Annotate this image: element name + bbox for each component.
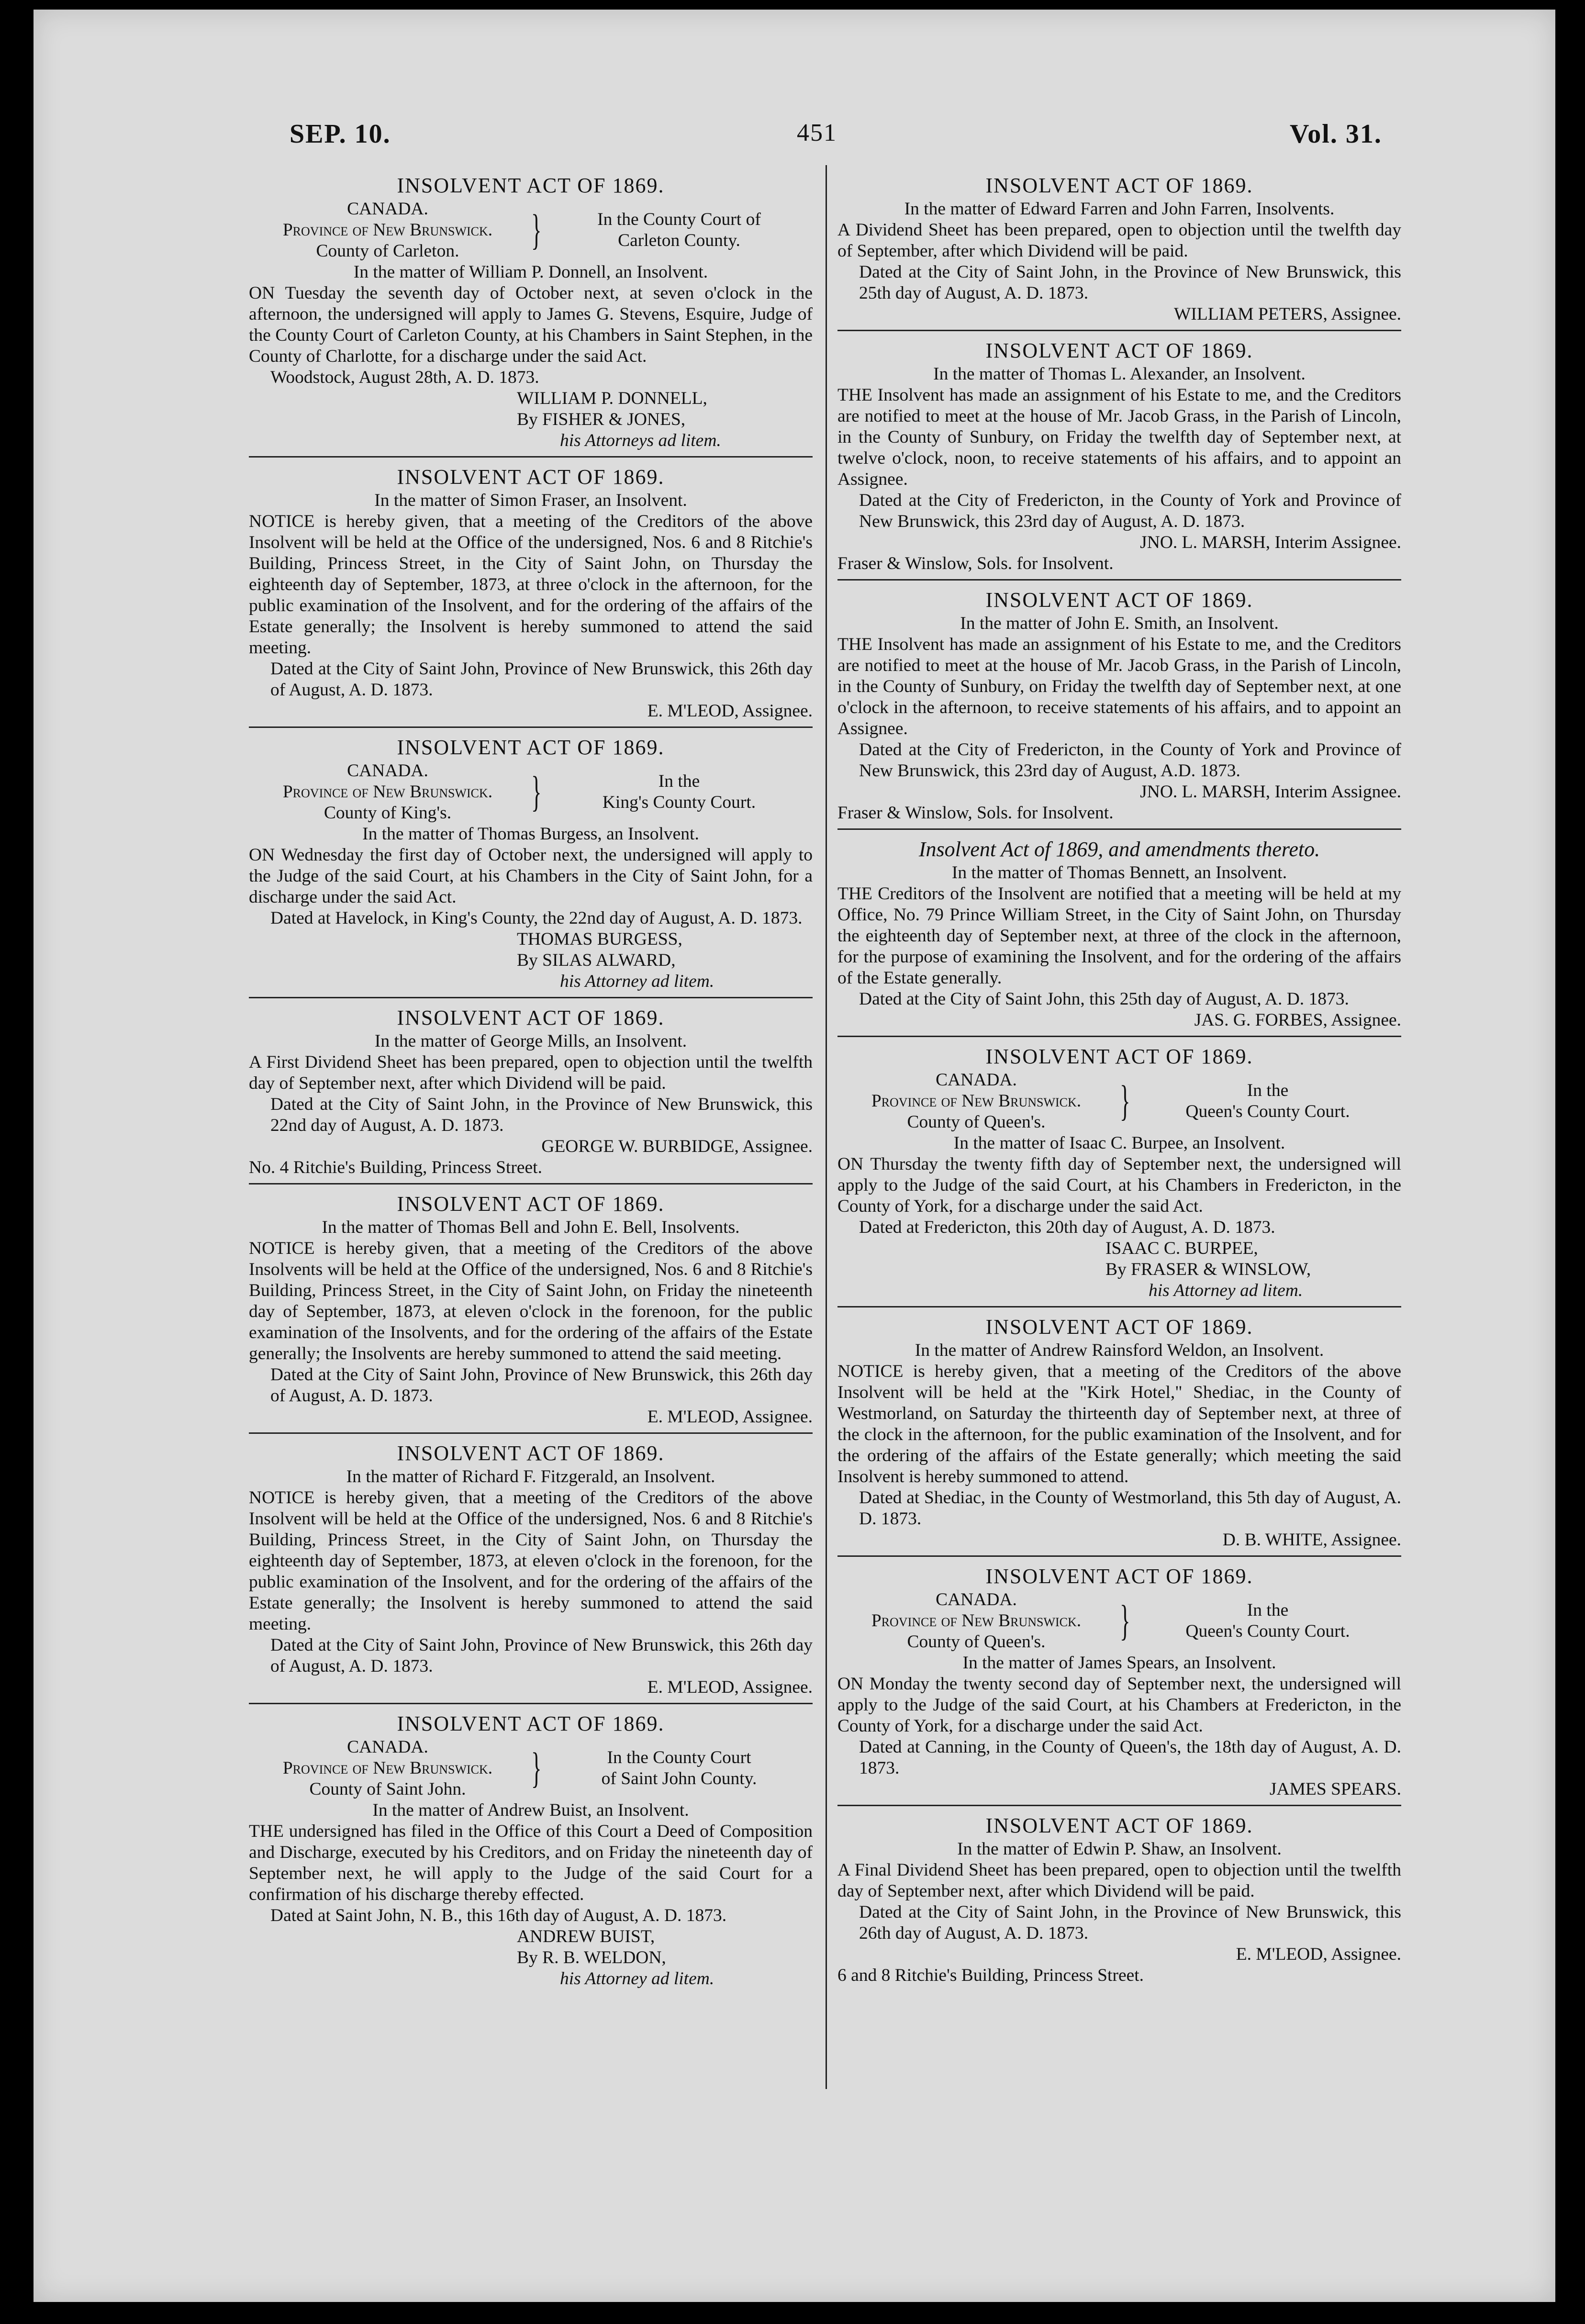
left-column [249, 170, 813, 1998]
matter-line: In the matter of Thomas Bennett, an Insolvent. [951, 863, 1287, 883]
county-label: County of Queen's. [907, 1632, 1046, 1652]
issue-date: SEP. 10. [290, 119, 391, 149]
notice-body: A First Dividend Sheet has been prepared, open to objection until the twelfth day of September next, after which Dividend will be paid. [249, 1052, 813, 1093]
matter-line: In the matter of Richard F. Fitzgerald, an Insolvent. [346, 1467, 715, 1486]
assignee: JNO. L. MARSH, Interim Assignee. [1140, 782, 1401, 802]
court-heading [249, 199, 813, 262]
notice-block [837, 834, 1401, 1037]
brace-glyph: } [1120, 1077, 1130, 1125]
province-block [249, 760, 526, 824]
assignee: E. M'LEOD, Assignee. [1236, 1944, 1401, 1964]
court-block [1134, 1080, 1401, 1122]
court-heading [249, 1737, 813, 1800]
page-number: 451 [797, 119, 837, 146]
assignee: E. M'LEOD, Assignee. [647, 1407, 813, 1427]
canada-label: CANADA. [936, 1070, 1017, 1090]
attorney: By FISHER & JONES, [517, 410, 686, 429]
court-line-2: of Saint John County. [601, 1769, 757, 1788]
court-block [546, 771, 813, 813]
court-block [546, 1747, 813, 1789]
court-block [1134, 1600, 1401, 1642]
signatory: ANDREW BUIST, [517, 1927, 655, 1946]
notice-title: INSOLVENT ACT OF 1869. [985, 1045, 1253, 1068]
notice-block [249, 1708, 813, 1994]
county-label: County of Saint John. [309, 1779, 466, 1799]
assignee: D. B. WHITE, Assignee. [1222, 1530, 1401, 1550]
matter-line: In the matter of Andrew Rainsford Weldon, an Insolvent. [915, 1341, 1324, 1360]
assignee: GEORGE W. BURBIDGE, Assignee. [541, 1137, 813, 1156]
county-label: County of King's. [324, 803, 452, 823]
assignee: JAS. G. FORBES, Assignee. [1194, 1010, 1401, 1030]
notice-block [837, 1810, 1401, 1991]
notice-title: INSOLVENT ACT OF 1869. [985, 588, 1253, 612]
court-line-1: In the [1247, 1081, 1289, 1100]
assignee: JNO. L. MARSH, Interim Assignee. [1140, 533, 1401, 552]
notice-block [249, 1438, 813, 1704]
brace-glyph: } [1120, 1597, 1130, 1644]
notice-block [837, 1561, 1401, 1806]
court-block [546, 209, 813, 251]
matter-line: In the matter of Thomas Bell and John E. Bell, Insolvents. [322, 1218, 740, 1237]
dated-line: Dated at Canning, in the County of Queen's, the 18th day of August, A. D. 1873. [859, 1737, 1401, 1778]
notice-title: INSOLVENT ACT OF 1869. [397, 1712, 665, 1735]
right-column [837, 170, 1401, 1995]
court-line-1: In the [658, 771, 700, 791]
address-line: Fraser & Winslow, Sols. for Insolvent. [837, 554, 1114, 573]
notice-body: ON Thursday the twenty fifth day of September next, the undersigned will apply to the Judge of the said Court, at his Chambers in Fredericton, in the County of York, for a discharge under the said Act. [837, 1154, 1401, 1216]
notice-body: A Dividend Sheet has been prepared, open to objection until the twelfth day of September, after which Dividend will be paid. [837, 220, 1401, 261]
province-label: Province of New Brunswick. [871, 1611, 1082, 1631]
notice-block [249, 732, 813, 998]
notice-body: NOTICE is hereby given, that a meeting of the Creditors of the above Insolvent will be held at the "Kirk Hotel," Shediac, in the County of Westmorland, on Saturday the thirteenth day of September next, at three of the clock in the afternoon, for the public examination of the Insolvent, and for the ordering of the affairs of the Estate generally; which meeting the said Insolvent is hereby summoned to attend. [837, 1362, 1401, 1486]
court-heading [837, 1589, 1401, 1653]
court-line-2: Queen's County Court. [1185, 1621, 1350, 1641]
matter-line: In the matter of George Mills, an Insolvent. [374, 1031, 687, 1051]
attorney-role: his Attorney ad litem. [1149, 1281, 1303, 1300]
notice-title: INSOLVENT ACT OF 1869. [397, 1441, 665, 1465]
dated-line: Dated at Havelock, in King's County, the 22nd day of August, A. D. 1873. [270, 908, 803, 928]
notice-block [837, 335, 1401, 581]
dated-line: Dated at the City of Saint John, this 25th day of August, A. D. 1873. [859, 989, 1349, 1009]
address-line: Fraser & Winslow, Sols. for Insolvent. [837, 803, 1114, 823]
notice-block [837, 1041, 1401, 1307]
matter-line: In the matter of Isaac C. Burpee, an Insolvent. [953, 1133, 1285, 1153]
address-line: 6 and 8 Ritchie's Building, Princess Street. [837, 1966, 1144, 1985]
notice-body: NOTICE is hereby given, that a meeting of the Creditors of the above Insolvent will be held at the Office of the undersigned, Nos. 6 and 8 Ritchie's Building, Princess Street, in the City of Saint John, on Thursday the eighteenth day of September, 1873, at eleven o'clock in the forenoon, for the public examination of the Insolvent, and for the ordering of the affairs of the Estate generally; the Insolvent is hereby summoned to attend the said meeting. [249, 1488, 813, 1634]
matter-line: In the matter of Andrew Buist, an Insolvent. [372, 1800, 689, 1820]
matter-line: In the matter of William P. Donnell, an Insolvent. [353, 262, 708, 282]
attorney-role: his Attorney ad litem. [560, 1969, 714, 1989]
matter-line: In the matter of Thomas Burgess, an Insolvent. [362, 824, 699, 844]
province-block [837, 1589, 1115, 1653]
attorney: By SILAS ALWARD, [517, 950, 676, 970]
notice-title: INSOLVENT ACT OF 1869. [985, 1814, 1253, 1837]
matter-line: In the matter of Simon Fraser, an Insolvent. [374, 491, 687, 510]
court-heading [837, 1070, 1401, 1133]
matter-line: In the matter of Edward Farren and John Farren, Insolvents. [904, 199, 1335, 219]
notice-body: ON Wednesday the first day of October next, the undersigned will apply to the Judge of the said Court, at his Chambers in the City of Saint John, for a discharge under the said Act. [249, 845, 813, 907]
dated-line: Dated at the City of Saint John, Province of New Brunswick, this 26th day of August, A. D. 1873. [270, 1635, 813, 1676]
notice-title: INSOLVENT ACT OF 1869. [397, 174, 665, 197]
dated-line: Dated at the City of Saint John, Province of New Brunswick, this 26th day of August, A. D. 1873. [270, 1365, 813, 1406]
notice-title: INSOLVENT ACT OF 1869. [397, 465, 665, 489]
attorney: By R. B. WELDON, [517, 1948, 666, 1967]
dated-line: Dated at the City of Saint John, in the Province of New Brunswick, this 25th day of August, A. D. 1873. [859, 262, 1401, 303]
province-label: Province of New Brunswick. [282, 1758, 493, 1778]
dated-line: Dated at Saint John, N. B., this 16th day of August, A. D. 1873. [270, 1906, 727, 1925]
signatory: ISAAC C. BURPEE, [1105, 1239, 1258, 1258]
notice-body: ON Monday the twenty second day of September next, the undersigned will apply to the Judge of the said Court, at his Chambers at Fredericton, in the County of York, for a discharge under the said Act. [837, 1674, 1401, 1736]
assignee: E. M'LEOD, Assignee. [647, 1677, 813, 1697]
court-line-2: Queen's County Court. [1185, 1102, 1350, 1121]
province-label: Province of New Brunswick. [871, 1091, 1082, 1111]
signatory: THOMAS BURGESS, [517, 929, 682, 949]
assignee: WILLIAM PETERS, Assignee. [1174, 304, 1401, 324]
canada-label: CANADA. [347, 1737, 428, 1757]
province-block [249, 199, 526, 262]
column-divider [826, 165, 827, 2089]
notice-body: ON Tuesday the seventh day of October next, at seven o'clock in the afternoon, the undersigned will apply to James G. Stevens, Esquire, Judge of the County Court of Carleton County, at his Chambers in Saint Stephen, in the County of Charlotte, for a discharge under the said Act. [249, 283, 813, 366]
notice-body: THE Insolvent has made an assignment of his Estate to me, and the Creditors are notified to meet at the house of Mr. Jacob Grass, in the Parish of Lincoln, in the County of Sunbury, on Friday the twelfth day of September next, at twelve o'clock, noon, to receive statements of his affairs, and to appoint an Assignee. [837, 385, 1401, 489]
attorney-role: his Attorneys ad litem. [560, 431, 721, 450]
volume-number: Vol. 31. [1290, 119, 1382, 149]
notice-block [837, 584, 1401, 830]
signatory: WILLIAM P. DONNELL, [517, 389, 707, 408]
notice-block [837, 1311, 1401, 1557]
notice-title: INSOLVENT ACT OF 1869. [397, 1006, 665, 1029]
brace-glyph: } [531, 1744, 542, 1792]
dated-line: Dated at the City of Fredericton, in the County of York and Province of New Brunswick, this 23rd day of August, A.D. 1873. [859, 740, 1401, 781]
dated-line: Dated at Fredericton, this 20th day of August, A. D. 1873. [859, 1218, 1275, 1237]
matter-line: In the matter of Thomas L. Alexander, an Insolvent. [933, 364, 1306, 384]
assignee: E. M'LEOD, Assignee. [647, 701, 813, 721]
attorney: By FRASER & WINSLOW, [1105, 1260, 1311, 1279]
notice-title: Insolvent Act of 1869, and amendments thereto. [918, 838, 1320, 861]
province-block [837, 1070, 1115, 1133]
province-block [249, 1737, 526, 1800]
notice-block [249, 1002, 813, 1184]
dated-line: Dated at the City of Saint John, in the Province of New Brunswick, this 26th day of August, A. D. 1873. [859, 1902, 1401, 1943]
dated-line: Dated at the City of Fredericton, in the County of York and Province of New Brunswick, this 23rd day of August, A. D. 1873. [859, 491, 1401, 531]
court-line-1: In the County Court of [597, 210, 761, 229]
canada-label: CANADA. [347, 761, 428, 781]
canada-label: CANADA. [347, 199, 428, 219]
brace-glyph: } [531, 206, 542, 254]
court-line-1: In the [1247, 1600, 1289, 1620]
dated-line: Woodstock, August 28th, A. D. 1873. [270, 368, 539, 387]
matter-line: In the matter of Edwin P. Shaw, an Insolvent. [957, 1839, 1282, 1859]
notice-title: INSOLVENT ACT OF 1869. [985, 174, 1253, 197]
notice-block [249, 461, 813, 728]
brace-glyph: } [531, 768, 542, 816]
province-label: Province of New Brunswick. [282, 220, 493, 240]
county-label: County of Carleton. [316, 241, 459, 261]
attorney-role: his Attorney ad litem. [560, 972, 714, 991]
county-label: County of Queen's. [907, 1112, 1046, 1132]
notice-title: INSOLVENT ACT OF 1869. [985, 339, 1253, 362]
court-line-1: In the County Court [607, 1748, 751, 1767]
notice-block [249, 1188, 813, 1434]
matter-line: In the matter of James Spears, an Insolvent. [962, 1653, 1276, 1673]
canada-label: CANADA. [936, 1590, 1017, 1609]
notice-title: INSOLVENT ACT OF 1869. [397, 1192, 665, 1216]
dated-line: Dated at the City of Saint John, Province of New Brunswick, this 26th day of August, A. D. 1873. [270, 659, 813, 700]
assignee: JAMES SPEARS. [1269, 1779, 1401, 1799]
dated-line: Dated at Shediac, in the County of Westmorland, this 5th day of August, A. D. 1873. [859, 1488, 1401, 1529]
notice-title: INSOLVENT ACT OF 1869. [985, 1315, 1253, 1339]
notice-body: NOTICE is hereby given, that a meeting of the Creditors of the above Insolvent will be held at the Office of the undersigned, Nos. 6 and 8 Ritchie's Building, Princess Street, in the City of Saint John, on Thursday the eighteenth day of September, 1873, at three o'clock in the afternoon, for the public examination of the Insolvent, and for the ordering of the affairs of the Estate generally; the Insolvent is hereby summoned to attend the said meeting. [249, 512, 813, 658]
notice-body: THE Creditors of the Insolvent are notified that a meeting will be held at my Office, No. 79 Prince William Street, in the City of Saint John, on Thursday the eighteenth day of September next, at three of the clock in the afternoon, for the purpose of examining the Insolvent, and for the ordering of the affairs of the Estate generally. [837, 884, 1401, 988]
notice-body: NOTICE is hereby given, that a meeting of the Creditors of the above Insolvents will be held at the Office of the undersigned, Nos. 6 and 8 Ritchie's Building, Princess Street, in the City of Saint John, on Friday the nineteenth day of September, 1873, at eleven o'clock in the forenoon, for the public examination of the Insolvents, and for the ordering of the affairs of the Estate generally; the Insolvents are hereby summoned to attend the said meeting. [249, 1239, 813, 1363]
notice-title: INSOLVENT ACT OF 1869. [985, 1564, 1253, 1588]
dated-line: Dated at the City of Saint John, in the Province of New Brunswick, this 22nd day of August, A. D. 1873. [270, 1095, 813, 1135]
notice-body: THE undersigned has filed in the Office of this Court a Deed of Composition and Discharge, executed by his Creditors, and on Friday the nineteenth day of September next, he will apply to the Judge of the said Court for a confirmation of his discharge thereby effected. [249, 1821, 813, 1904]
matter-line: In the matter of John E. Smith, an Insolvent. [960, 614, 1279, 633]
court-line-2: Carleton County. [618, 231, 740, 250]
notice-body: A Final Dividend Sheet has been prepared, open to objection until the twelfth day of September next, after which Dividend will be paid. [837, 1860, 1401, 1901]
province-label: Province of New Brunswick. [282, 782, 493, 802]
notice-block [837, 170, 1401, 331]
notice-body: THE Insolvent has made an assignment of his Estate to me, and the Creditors are notified to meet at the house of Mr. Jacob Grass, in the Parish of Lincoln, in the County of Sunbury, on Friday the twelfth day of September next, at one o'clock in the afternoon, to receive statements of his affairs, and to appoint an Assignee. [837, 635, 1401, 738]
address-line: No. 4 Ritchie's Building, Princess Street. [249, 1158, 542, 1177]
court-heading [249, 760, 813, 824]
court-line-2: King's County Court. [602, 793, 756, 812]
notice-block [249, 170, 813, 458]
notice-title: INSOLVENT ACT OF 1869. [397, 736, 665, 759]
